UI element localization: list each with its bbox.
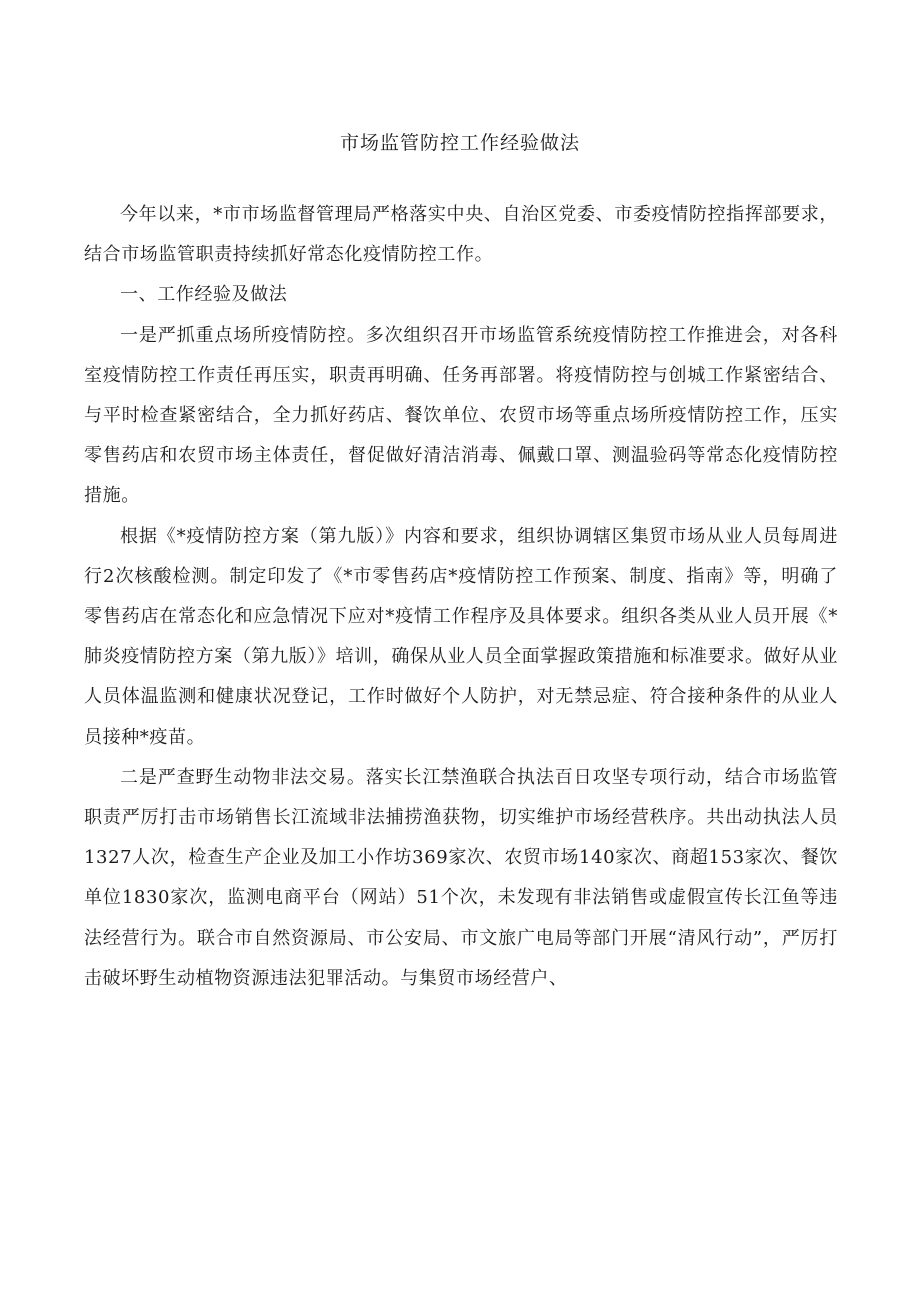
body-paragraph-2: 根据《*疫情防控方案（第九版）》内容和要求，组织协调辖区集贸市场从业人员每周进行2次核酸检测。制定印发了《*市零售药店*疫情防控工作预案、制度、指南》等，明确了零售药店在常态化和应急情况下应对*疫情工作程序及具体要求。组织各类从业人员开展《*肺炎疫情防控方案（第九版）》培训，确保从业人员全面掌握政策措施和标准要求。做好从业人员体温监测和健康状况登记，工作时做好个人防护，对无禁忌症、符合接种条件的从业人员接种*疫苗。	[84, 525, 838, 748]
section-heading-1: 一、工作经验及做法	[120, 284, 288, 306]
document-body	[84, 195, 838, 999]
body-paragraph-1: 一是严抓重点场所疫情防控。多次组织召开市场监管系统疫情防控工作推进会，对各科室疫情防控工作责任再压实，职责再明确、任务再部署。将疫情防控与创城工作紧密结合、与平时检查紧密结合，全力抓好药店、餐饮单位、农贸市场等重点场所疫情防控工作，压实零售药店和农贸市场主体责任，督促做好清洁消毒、佩戴口罩、测温验码等常态化疫情防控措施。	[84, 324, 838, 507]
intro-paragraph: 今年以来，*市市场监督管理局严格落实中央、自治区党委、市委疫情防控指挥部要求，结合市场监管职责持续抓好常态化疫情防控工作。	[84, 204, 838, 266]
document-title: 市场监管防控工作经验做法	[339, 132, 580, 154]
body-paragraph-3: 二是严查野生动物非法交易。落实长江禁渔联合执法百日攻坚专项行动，结合市场监管职责严厉打击市场销售长江流域非法捕捞渔获物，切实维护市场经营秩序。共出动执法人员1327人次，检查生产企业及加工小作坊369家次、农贸市场140家次、商超153家次、餐饮单位1830家次，监测电商平台（网站）51个次，未发现有非法销售或虚假宣传长江鱼等违法经营行为。联合市自然资源局、市公安局、市文旅广电局等部门开展“清风行动”，严厉打击破坏野生动植物资源违法犯罪活动。与集贸市场经营户、	[84, 766, 838, 989]
